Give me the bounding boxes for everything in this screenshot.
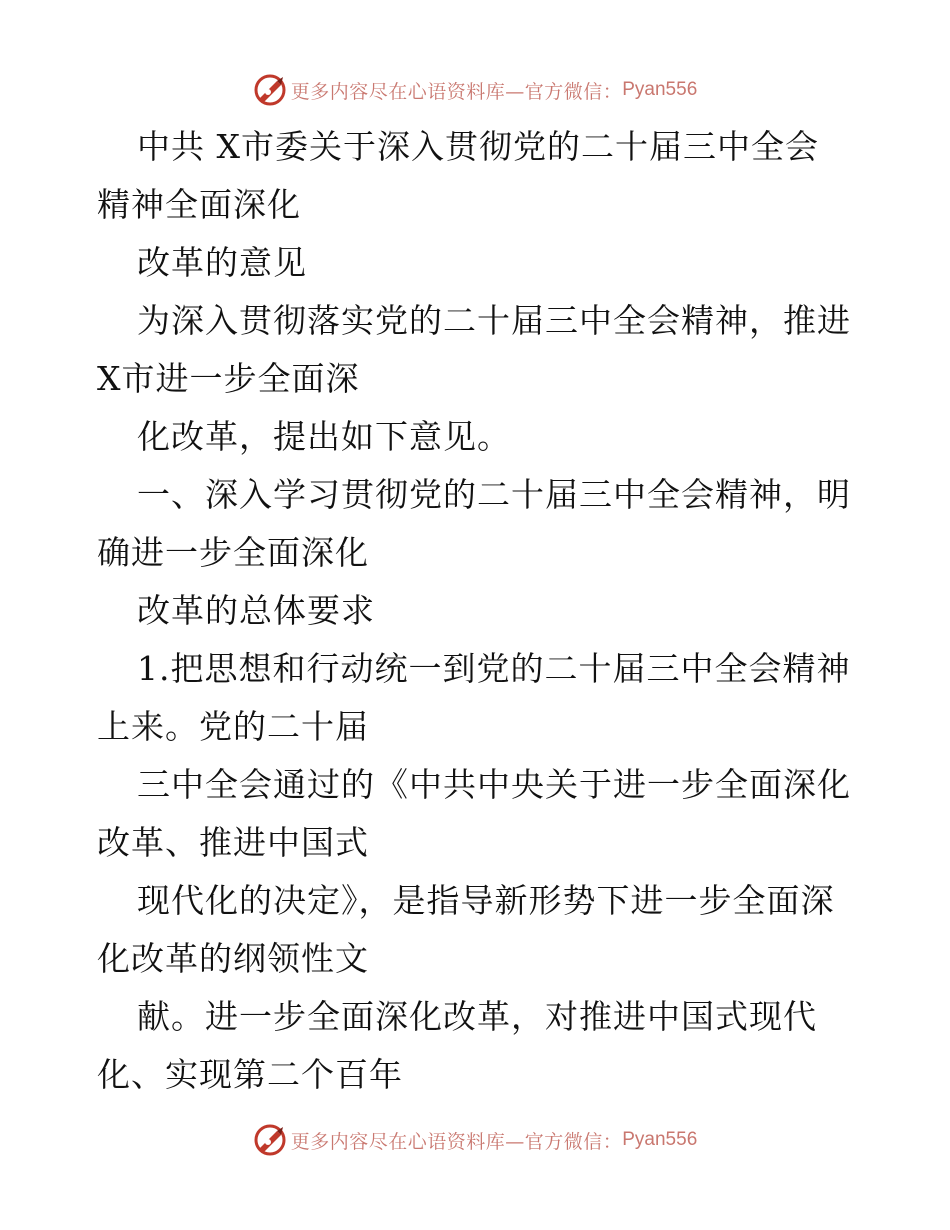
doc-line: 1.把思想和行动统一到党的二十届三中全会精神 — [137, 649, 851, 688]
doc-line: 一、深入学习贯彻党的二十届三中全会精神，明 — [137, 475, 851, 514]
doc-line: 三中全会通过的《中共中央关于进一步全面深化 — [137, 765, 851, 804]
document-body — [97, 118, 857, 1104]
doc-line: 化改革的纲领性文 — [97, 939, 369, 978]
doc-line: 献。进一步全面深化改革，对推进中国式现代 — [137, 997, 817, 1036]
header-banner-text: 更多内容尽在心语资料库—官方微信： — [290, 80, 623, 103]
header-banner — [0, 70, 950, 110]
doc-line: 化改革，提出如下意见。 — [137, 417, 511, 456]
doc-line: 精神全面深化 — [97, 185, 301, 224]
doc-line: 改革的总体要求 — [137, 591, 375, 630]
doc-line: 化、实现第二个百年 — [97, 1055, 403, 1094]
footer-banner-text: 更多内容尽在心语资料库—官方微信： — [290, 1130, 623, 1153]
header-banner-wechat: Pyan556 — [622, 79, 698, 100]
doc-line: 中共 X市委关于深入贯彻党的二十届三中全会 — [137, 127, 819, 166]
logo-icon — [253, 73, 287, 107]
doc-line: 上来。党的二十届 — [97, 707, 369, 746]
doc-line: 现代化的决定》，是指导新形势下进一步全面深 — [137, 881, 835, 920]
doc-line: 改革、推进中国式 — [97, 823, 369, 862]
doc-line: X市进一步全面深 — [97, 359, 360, 398]
doc-line: 确进一步全面深化 — [97, 533, 369, 572]
logo-icon — [253, 1123, 287, 1157]
doc-line: 改革的意见 — [137, 243, 307, 282]
footer-banner-wechat: Pyan556 — [622, 1129, 698, 1150]
footer-banner — [0, 1120, 950, 1160]
doc-line: 为深入贯彻落实党的二十届三中全会精神，推进 — [137, 301, 851, 340]
